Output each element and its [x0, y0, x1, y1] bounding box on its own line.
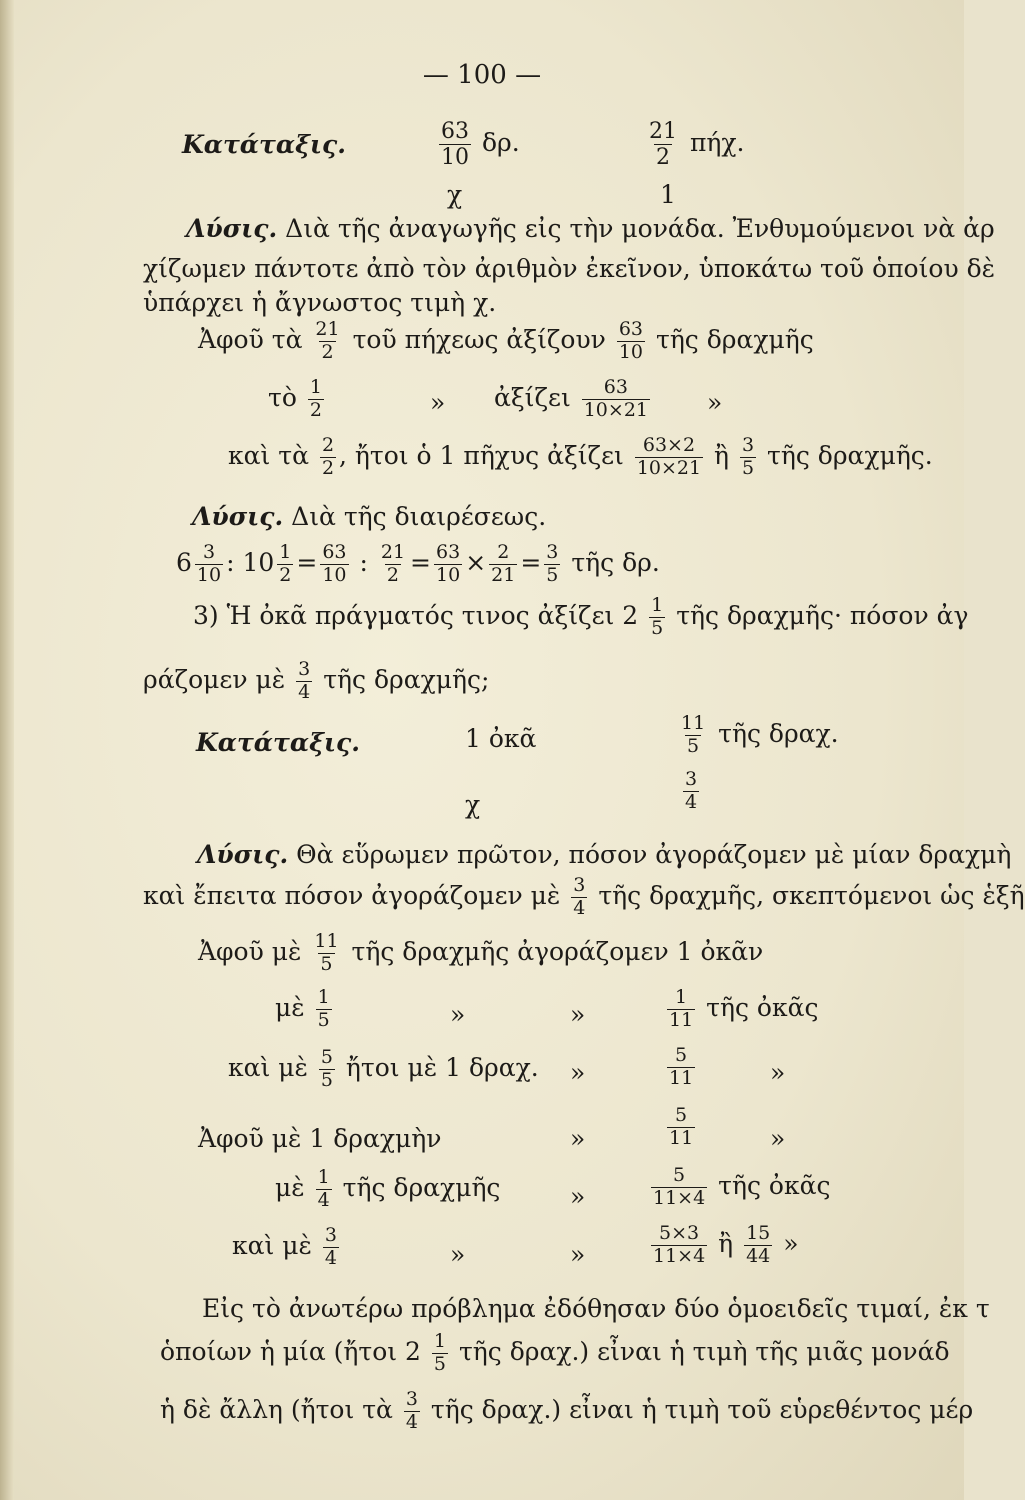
heading-katataxis-2: Κατάταξις. — [196, 728, 360, 757]
unknown-x: χ — [465, 790, 481, 819]
fraction: $\frac{5\times 3}{11\times 4}$ — [653, 1222, 706, 1267]
fraction: $\frac{1}{11}$ — [669, 986, 694, 1031]
problem-3-line-1: 3) Ἡ ὀκᾶ πράγματός τινος ἀξίζει 2 $\frac{1}{5}$ τῆς δραχμῆς· πόσον ἀγ — [193, 594, 969, 639]
ditto-mark: » — [570, 1000, 586, 1029]
unknown-x: χ — [447, 180, 463, 209]
price-per-oka: $\frac{11}{5}$ τῆς δραχ. — [681, 712, 839, 757]
fraction: $\frac{11}{5}$ — [681, 712, 706, 757]
ditto-mark: » — [570, 1182, 586, 1211]
fraction: $\frac{21}{2}$ — [649, 119, 677, 171]
line-afou-3: Ἀφοῦ μὲ 1 δραχμὴν — [198, 1124, 442, 1153]
fraction: $\frac{3}{4}$ — [405, 1388, 418, 1433]
line-me-fifth: μὲ $\frac{1}{5}$ — [275, 986, 330, 1031]
ditto-mark: » — [430, 388, 446, 417]
line-to-half-value: ἀξίζει $\frac{63}{10\times 21}$ — [494, 376, 648, 421]
line-classification-1-values-2: $\frac{21}{2}$ πήχ. — [649, 119, 745, 171]
line-kai-me-5-5: καὶ μὲ $\frac{5}{5}$ ἤτοι μὲ 1 δραχ. — [228, 1046, 539, 1091]
text-line: χίζωμεν πάντοτε ἀπὸ τὸν ἀριθμὸν ἐκεῖνον, ὑποκάτω τοῦ ὁποίου δὲ — [143, 254, 996, 283]
ditto-mark: » — [770, 1124, 786, 1153]
fraction: $\frac{1}{5}$ — [651, 594, 664, 639]
fraction: $\frac{15}{44}$ — [746, 1222, 771, 1267]
line-solution-3: Λύσις. Θὰ εὕρωμεν πρῶτον, πόσον ἀγοράζομεν μὲ μίαν δραχμὴ — [197, 840, 1012, 869]
fraction: $\frac{1}{2}$ — [309, 376, 322, 421]
problem-3-line-2: ράζομεν μὲ $\frac{3}{4}$ τῆς δραχμῆς; — [143, 658, 490, 703]
fraction: $\frac{63}{10}$ — [441, 119, 469, 171]
fraction: $\frac{5}{5}$ — [320, 1046, 333, 1091]
text-line: ἡ δὲ ἄλλη (ἤτοι τὰ $\frac{3}{4}$ τῆς δραχ.) εἶναι ἡ τιμὴ τοῦ εὑρεθέντος μέρ — [160, 1388, 974, 1433]
fraction: $\frac{1}{5}$ — [317, 986, 330, 1031]
equation-division: 6 $\frac{3}{10}$ : 10 $\frac{1}{2}$ = $\frac{63}{10}$ : $\frac{21}{2}$ = $\frac{63}{10}$ × $\frac{2}{21}$ = $\frac{3}{5}$ τῆς δρ. — [176, 541, 660, 586]
fraction: $\frac{63}{10}$ — [322, 541, 347, 586]
line-me-quarter: μὲ $\frac{1}{4}$ τῆς δραχμῆς — [275, 1166, 501, 1211]
fraction: $\frac{21}{2}$ — [315, 318, 340, 363]
text-line: καὶ ἔπειτα πόσον ἀγοράζομεν μὲ $\frac{3}{4}$ τῆς δραχμῆς, σκεπτόμενοι ὡς ἑξῆ — [143, 874, 1025, 919]
fraction: $\frac{21}{2}$ — [380, 541, 406, 586]
line-classification-1 — [182, 132, 346, 157]
given-amount — [680, 770, 702, 813]
fraction: $\frac{63\times 2}{10\times 21}$ — [636, 434, 702, 479]
page-number: — 100 — — [422, 60, 542, 90]
value-one: 1 — [660, 180, 676, 209]
fraction: $\frac{3}{5}$ — [546, 541, 559, 586]
fraction: $\frac{3}{4}$ — [685, 768, 698, 813]
fraction: $\frac{5}{11}$ — [669, 1044, 694, 1089]
line-kai-ta-2: καὶ τὰ $\frac{2}{2}$ , ἤτοι ὁ 1 πῆχυς ἀξίζει $\frac{63\times 2}{10\times 21}$ ἢ $\frac{3}{5}$ τῆς δραχμῆς. — [228, 434, 933, 479]
fraction: $\frac{3}{4}$ — [573, 874, 586, 919]
fraction: $\frac{2}{2}$ — [321, 434, 335, 479]
fraction: $\frac{3}{5}$ — [741, 434, 755, 479]
fraction: $\frac{2}{21}$ — [491, 541, 516, 586]
line-to-half: τὸ $\frac{1}{2}$ — [268, 376, 322, 421]
one-oka: 1 ὀκᾶ — [465, 724, 537, 753]
fraction: $\frac{5}{11\times 4}$ — [653, 1164, 706, 1209]
line-afou-1: Ἀφοῦ τὰ $\frac{21}{2}$ τοῦ πήχεως ἀξίζουν $\frac{63}{10}$ τῆς δραχμῆς — [198, 318, 814, 363]
fraction: $\frac{1}{5}$ — [433, 1330, 446, 1375]
ditto-mark: » — [570, 1240, 586, 1269]
result-fraction — [664, 1106, 698, 1149]
line-solution-1: Λύσις. Διὰ τῆς ἀναγωγῆς εἰς τὴν μονάδα. Ἐνθυμούμενοι νὰ ἀρ — [186, 214, 995, 243]
fraction: $\frac{3}{4}$ — [324, 1224, 337, 1269]
final-result: $\frac{5\times 3}{11\times 4}$ ἢ $\frac{15}{44}$ » — [653, 1222, 799, 1267]
line-kai-me-3-4: καὶ μὲ $\frac{3}{4}$ — [232, 1224, 337, 1269]
fraction: $\frac{3}{10}$ — [196, 541, 222, 586]
fraction: $\frac{5}{11}$ — [669, 1104, 694, 1149]
fraction: $\frac{63}{10}$ — [618, 318, 644, 363]
fraction: $\frac{1}{4}$ — [317, 1166, 330, 1211]
fraction: $\frac{63}{10}$ — [436, 541, 461, 586]
line-afou-2: Ἀφοῦ μὲ $\frac{11}{5}$ τῆς δραχμῆς ἀγοράζομεν 1 ὀκᾶν — [198, 930, 764, 975]
result-fraction: $\frac{1}{11}$ τῆς ὀκᾶς — [669, 986, 819, 1031]
ditto-mark: » — [570, 1058, 586, 1087]
fraction: $\frac{63}{10\times 21}$ — [583, 376, 648, 421]
heading-katataxis: Κατάταξις. — [182, 130, 346, 159]
result-fraction: $\frac{5}{11\times 4}$ τῆς ὀκᾶς — [653, 1164, 831, 1209]
result-fraction — [664, 1046, 698, 1089]
ditto-mark: » — [450, 1000, 466, 1029]
fraction: $\frac{3}{4}$ — [298, 658, 311, 703]
fraction: $\frac{11}{5}$ — [314, 930, 339, 975]
page-binding-edge — [0, 0, 14, 1500]
text-line: ὁποίων ἡ μία (ἤτοι 2 $\frac{1}{5}$ τῆς δραχ.) εἶναι ἡ τιμὴ τῆς μιᾶς μονάδ — [160, 1330, 950, 1375]
ditto-mark: » — [770, 1058, 786, 1087]
text-line: ὑπάρχει ἡ ἄγνωστος τιμὴ χ. — [143, 288, 497, 317]
ditto-mark: » — [570, 1124, 586, 1153]
ditto-mark: » — [450, 1240, 466, 1269]
line-solution-2: Λύσις. Διὰ τῆς διαιρέσεως. — [192, 502, 547, 531]
line-classification-1-values: $\frac{63}{10}$ δρ. — [441, 119, 520, 171]
text-line: Εἰς τὸ ἀνωτέρω πρόβλημα ἐδόθησαν δύο ὁμοειδεῖς τιμαί, ἐκ τ — [202, 1294, 990, 1323]
fraction: $\frac{1}{2}$ — [279, 541, 292, 586]
ditto-mark: » — [707, 388, 723, 417]
